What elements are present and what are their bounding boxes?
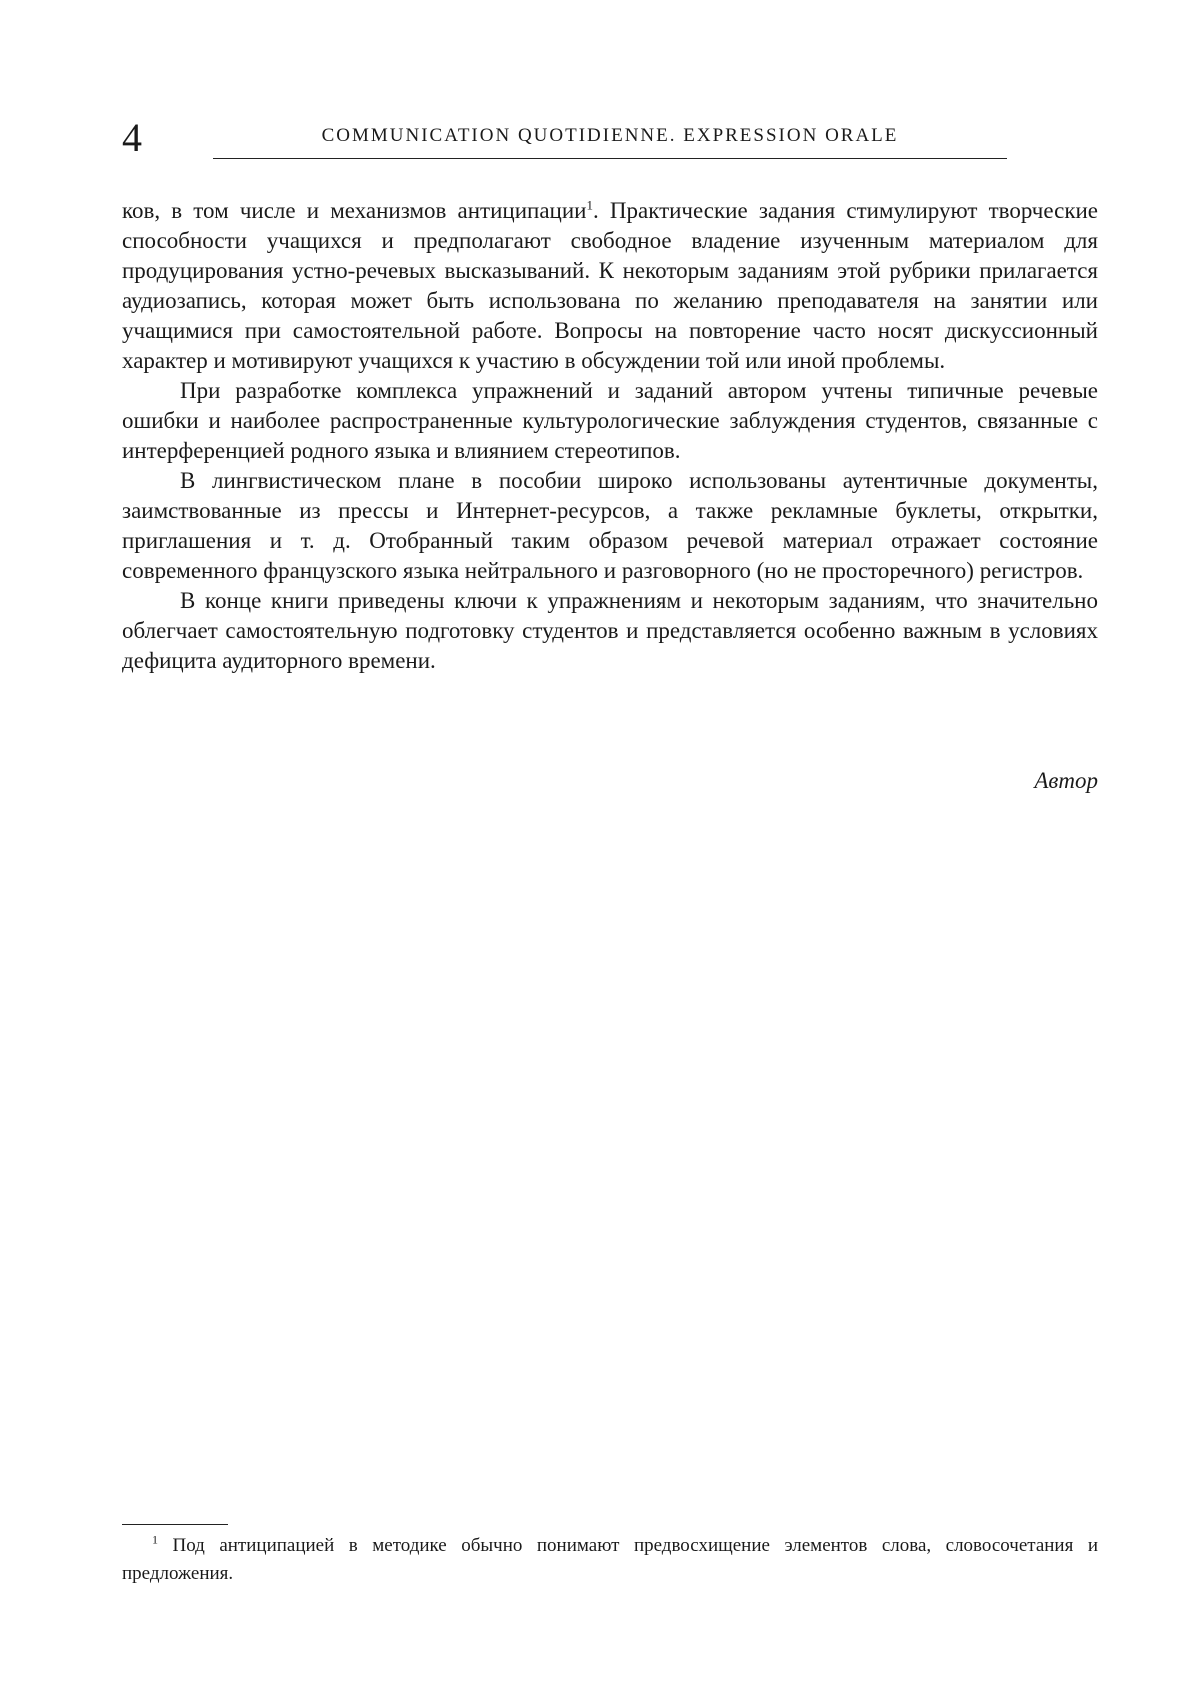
paragraph-4: В конце книги приведены ключи к упражнениям и некоторым заданиям, что значительно облегчает самостоятельную подготовку студентов и представляется особенно важным в условиях дефицита аудиторного времени. [122,588,1098,673]
author-signature: Автор [1034,768,1098,793]
paragraph-1-start: ков, в том числе и механизмов антиципации [122,198,587,223]
body-text [122,196,1098,676]
header-divider [213,158,1007,159]
paragraph-1-rest: . Практические задания стимулируют творческие способности учащихся и предполагают свободное владение изученным материалом для продуцирования устно-речевых высказываний. К некоторым заданиям этой рубрики прилагается аудиозапись, которая может быть использована по желанию преподавателя на занятии или учащимися при самостоятельной работе. Вопросы на повторение часто носят дискуссионный характер и мотивируют учащихся к участию в обсуждении той или иной проблемы. [122,198,1099,373]
footnote [122,1532,1098,1588]
footnote-divider [122,1524,228,1525]
running-title: COMMUNICATION QUOTIDIENNE. EXPRESSION ORALE [321,125,899,146]
footnote-text: Под антиципацией в методике обычно понимают предвосхищение элементов слова, словосочетания и предложения. [122,1535,1098,1584]
paragraph-1 [122,196,1098,376]
footnote-mark: 1 [152,1532,158,1547]
paragraph-2: При разработке комплекса упражнений и заданий автором учтены типичные речевые ошибки и наиболее распространенные культурологические заблуждения студентов, связанные с интерференцией родного языка и влиянием стереотипов. [122,378,1098,463]
page-number: 4 [122,115,142,160]
footnote-reference[interactable]: 1 [586,197,593,213]
paragraph-3: В лингвистическом плане в пособии широко использованы аутентичные документы, заимствованные из прессы и Интернет-ресурсов, а также рекламные буклеты, открытки, приглашения и т. д. Отобранный таким образом речевой материал отражает состояние современного французского языка нейтрального и разговорного (но не просторечного) регистров. [122,468,1098,583]
